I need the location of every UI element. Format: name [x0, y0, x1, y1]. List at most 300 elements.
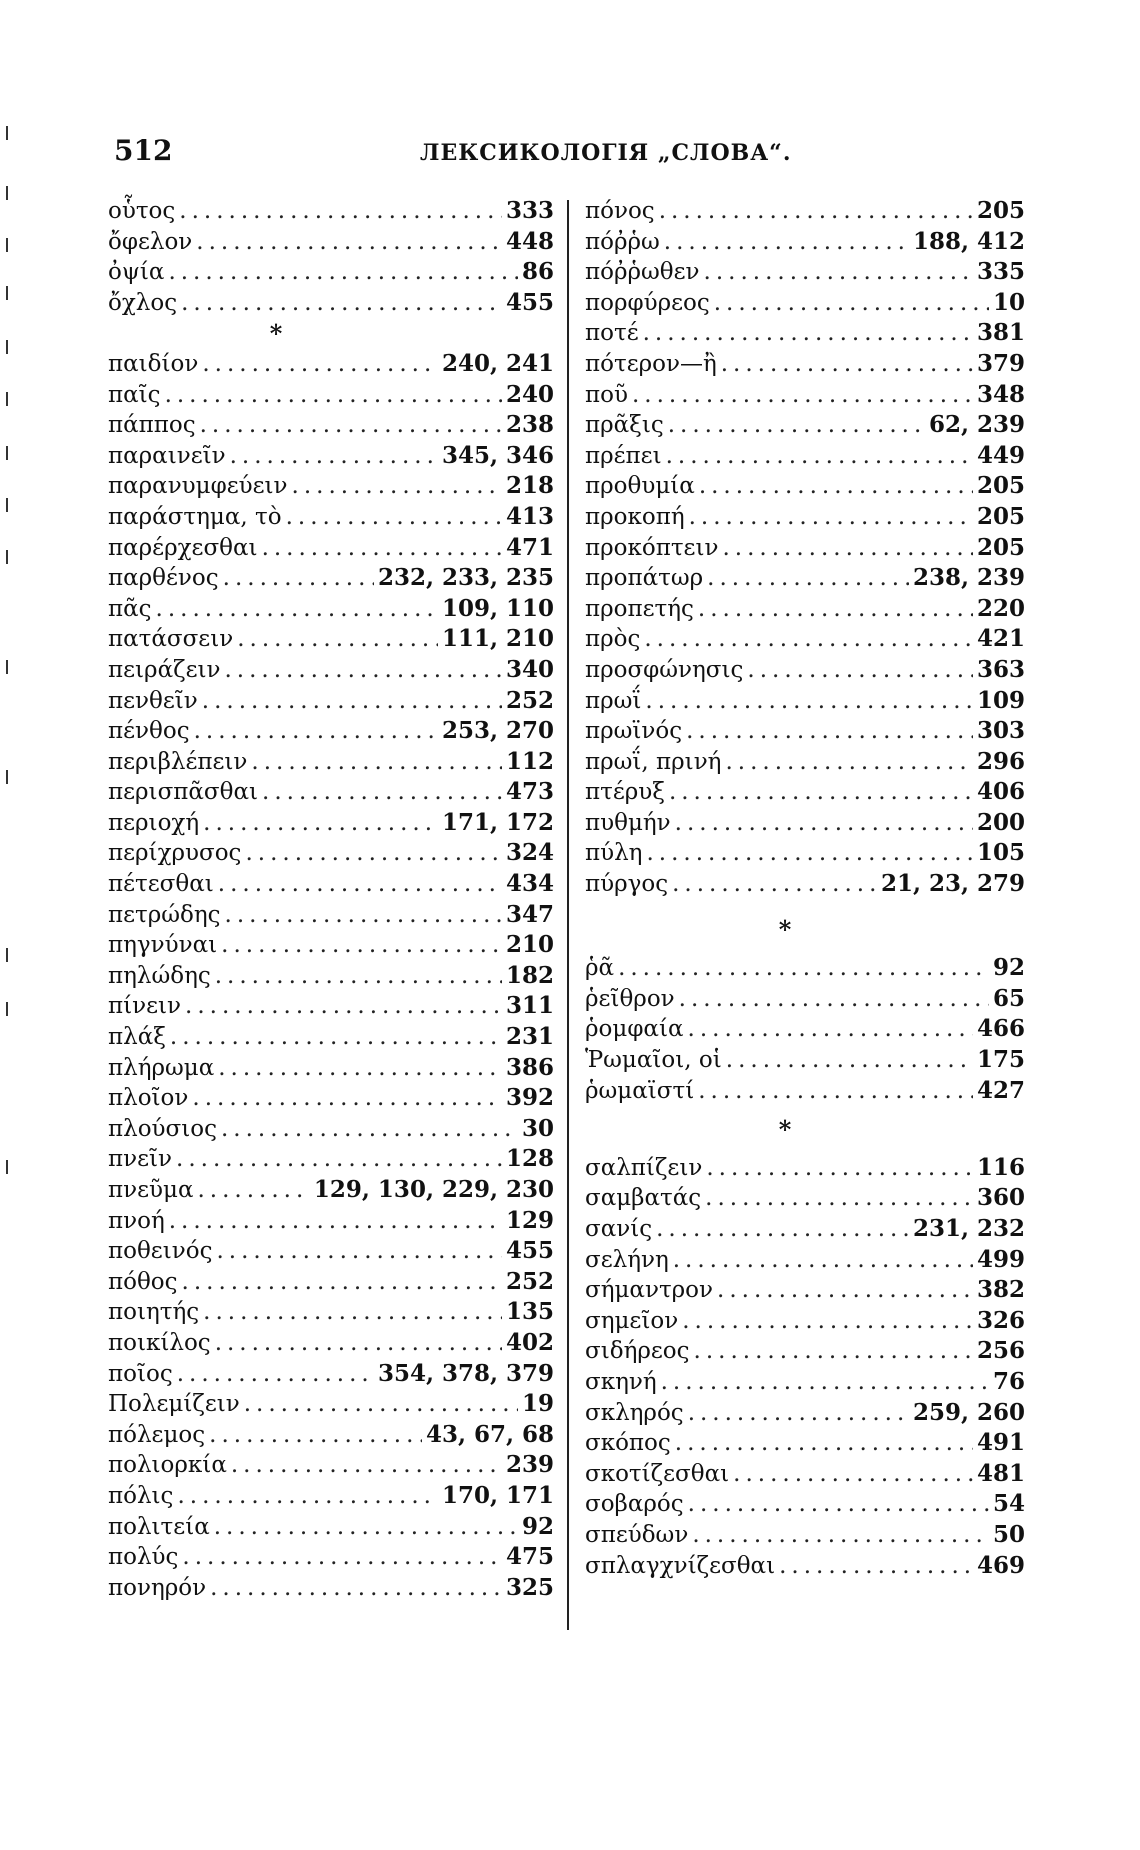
- entry-pages: 406: [976, 778, 1025, 806]
- entry-term: ῥωμαϊστί: [585, 1077, 695, 1104]
- entry-term: σανίς: [585, 1216, 653, 1242]
- index-entry: [585, 1183, 1025, 1214]
- leader-dots: [686, 716, 973, 747]
- entry-pages: 335: [976, 258, 1025, 286]
- entry-pages: 324: [505, 839, 554, 867]
- entry-term: πλήρωμα: [108, 1054, 215, 1081]
- entry-pages: 455: [505, 1237, 554, 1265]
- leader-dots: [679, 984, 989, 1015]
- index-entry: [585, 1367, 1025, 1398]
- column-divider: [567, 200, 569, 1630]
- leader-dots: [682, 1306, 973, 1337]
- leader-dots: [218, 1053, 502, 1084]
- entry-term: πολιτεία: [108, 1513, 210, 1540]
- entry-pages: 382: [976, 1276, 1025, 1304]
- entry-term: πηλώδης: [108, 962, 211, 989]
- index-entry: [585, 288, 1025, 319]
- entry-term: περισπᾶσθαι: [108, 779, 259, 806]
- index-entry: [108, 1267, 554, 1298]
- entry-pages: 347: [505, 900, 554, 928]
- entry-term: πρωϊνός: [585, 718, 683, 745]
- entry-pages: 402: [505, 1328, 554, 1356]
- index-entry: [108, 502, 554, 533]
- entry-term: πᾶς: [108, 595, 152, 622]
- entry-pages: 231, 232: [912, 1215, 1025, 1242]
- entry-term: πένθος: [108, 718, 190, 745]
- entry-term: πυθμήν: [585, 809, 671, 836]
- leader-dots: [202, 686, 502, 717]
- entry-term: σκόπος: [585, 1430, 671, 1457]
- entry-term: προπάτωρ: [585, 565, 704, 592]
- index-entry: [585, 1045, 1025, 1076]
- index-entry: [585, 471, 1025, 502]
- entry-pages: 220: [976, 594, 1025, 622]
- entry-pages: 10: [992, 288, 1025, 316]
- index-entry: [585, 1214, 1025, 1245]
- entry-term: πρωΐ: [585, 687, 642, 714]
- leader-dots: [705, 1183, 973, 1214]
- index-entry: [585, 441, 1025, 472]
- entry-term: πρέπει: [585, 442, 662, 469]
- index-entry: [108, 624, 554, 655]
- index-entry: [108, 1450, 554, 1481]
- leader-dots: [704, 257, 973, 288]
- leader-dots: [245, 838, 502, 869]
- entry-term: πλοῖον: [108, 1085, 189, 1112]
- entry-term: Πολεμίζειν: [108, 1391, 240, 1418]
- leader-dots: [645, 686, 973, 717]
- entry-term: πετρώδης: [108, 901, 221, 928]
- index-entry: [108, 227, 554, 258]
- index-entry: [108, 380, 554, 411]
- index-entry: [108, 777, 554, 808]
- entry-term: πατάσσειν: [108, 626, 234, 653]
- entry-term: πλάξ: [108, 1024, 166, 1051]
- entry-pages: 240: [505, 380, 554, 408]
- entry-pages: 231: [505, 1023, 554, 1051]
- leader-dots: [200, 410, 502, 441]
- index-entry: [585, 1306, 1025, 1337]
- entry-pages: 188, 412: [912, 227, 1025, 255]
- leader-dots: [202, 349, 438, 380]
- entry-term: ῥᾶ: [585, 955, 615, 982]
- entry-pages: 128: [505, 1145, 554, 1173]
- entry-pages: 252: [505, 1267, 554, 1295]
- entry-pages: 240, 241: [441, 349, 554, 377]
- binding-edge-marks: [0, 0, 30, 1850]
- leader-dots: [706, 1153, 973, 1184]
- entry-term: πρωΐ, πρινή: [585, 748, 722, 775]
- entry-pages: 205: [976, 533, 1025, 561]
- index-entry: [108, 808, 554, 839]
- index-entry: [585, 410, 1025, 441]
- index-entry: [108, 196, 554, 227]
- entry-pages: 54: [992, 1490, 1025, 1518]
- index-entry: [585, 1520, 1025, 1551]
- leader-dots: [618, 953, 989, 984]
- entry-term: ὄχλος: [108, 289, 178, 316]
- index-entry: [108, 747, 554, 778]
- entry-pages: 86: [521, 258, 554, 286]
- entry-term: παράστημα, τὸ: [108, 503, 282, 530]
- leader-dots: [644, 624, 973, 655]
- leader-dots: [672, 869, 877, 900]
- entry-term: προσφώνησις: [585, 656, 744, 683]
- leader-dots: [231, 1450, 502, 1481]
- leader-dots: [721, 349, 973, 380]
- page-number: 512: [114, 134, 173, 167]
- leader-dots: [726, 1045, 973, 1076]
- index-entry: [108, 838, 554, 869]
- index-entry: [585, 563, 1025, 594]
- index-entry: [108, 1481, 554, 1512]
- index-entry: [108, 471, 554, 502]
- entry-pages: 340: [505, 655, 554, 683]
- index-entry: [585, 1076, 1025, 1107]
- leader-dots: [292, 471, 502, 502]
- index-entry: [585, 747, 1025, 778]
- entry-term: πάππος: [108, 412, 196, 439]
- leader-dots: [688, 1398, 909, 1429]
- leader-dots: [203, 808, 438, 839]
- entry-term: σιδήρεος: [585, 1338, 690, 1365]
- index-entry: [108, 1053, 554, 1084]
- leader-dots: [673, 1245, 973, 1276]
- index-entry: [108, 1206, 554, 1237]
- leader-dots: [661, 1367, 989, 1398]
- leader-dots: [182, 1542, 502, 1573]
- entry-term: ποῖος: [108, 1360, 173, 1387]
- entry-pages: 175: [976, 1046, 1025, 1074]
- index-entry: [108, 349, 554, 380]
- entry-pages: 499: [976, 1245, 1025, 1273]
- index-entry: [585, 380, 1025, 411]
- leader-dots: [747, 655, 973, 686]
- entry-term: πρᾶξις: [585, 412, 664, 439]
- entry-pages: 105: [976, 839, 1025, 867]
- entry-pages: 135: [505, 1298, 554, 1326]
- section-separator-asterisk: *: [778, 1115, 792, 1145]
- entry-pages: 303: [976, 717, 1025, 745]
- leader-dots: [675, 1428, 973, 1459]
- entry-term: πονηρόν: [108, 1574, 207, 1601]
- entry-pages: 19: [521, 1390, 554, 1418]
- index-entry: [108, 563, 554, 594]
- entry-pages: 253, 270: [441, 717, 554, 745]
- entry-term: περιοχή: [108, 809, 200, 836]
- index-entry: [108, 1083, 554, 1114]
- entry-term: πόλεμος: [108, 1421, 206, 1448]
- entry-term: πενθεῖν: [108, 687, 198, 714]
- leader-dots: [177, 1359, 374, 1390]
- leader-dots: [182, 1267, 502, 1298]
- entry-term: ὀψία: [108, 259, 165, 286]
- entry-pages: 469: [976, 1551, 1025, 1579]
- leader-dots: [698, 594, 973, 625]
- entry-term: πτέρυξ: [585, 779, 665, 806]
- leader-dots: [668, 410, 925, 441]
- entry-term: προθυμία: [585, 473, 695, 500]
- leader-dots: [666, 441, 973, 472]
- section-separator-asterisk: *: [269, 319, 283, 349]
- index-entry: [108, 655, 554, 686]
- running-title: ЛЕКСИКОЛОГІЯ „СЛОВА“.: [420, 140, 792, 166]
- index-entry: [108, 991, 554, 1022]
- entry-pages: 238: [505, 411, 554, 439]
- entry-pages: 30: [521, 1114, 554, 1142]
- entry-term: σαμβατάς: [585, 1185, 702, 1212]
- entry-pages: 218: [505, 472, 554, 500]
- index-entry: [108, 869, 554, 900]
- entry-pages: 363: [976, 655, 1025, 683]
- entry-pages: 256: [976, 1337, 1025, 1365]
- index-entry: [108, 533, 554, 564]
- entry-pages: 21, 23, 279: [880, 870, 1025, 898]
- entry-term: πόῤῥω: [585, 228, 660, 255]
- entry-term: πέτεσθαι: [108, 871, 214, 898]
- entry-pages: 116: [976, 1153, 1025, 1181]
- leader-dots: [168, 257, 518, 288]
- leader-dots: [262, 777, 502, 808]
- index-entry: [108, 1359, 554, 1390]
- leader-dots: [224, 655, 502, 686]
- entry-term: περίχρυσος: [108, 840, 242, 867]
- leader-dots: [194, 716, 438, 747]
- entry-term: οὗτος: [108, 198, 176, 224]
- leader-dots: [688, 1014, 973, 1045]
- leader-dots: [659, 196, 973, 227]
- index-entry: [585, 594, 1025, 625]
- leader-dots: [215, 961, 502, 992]
- entry-pages: 171, 172: [441, 808, 554, 836]
- entry-pages: 111, 210: [441, 625, 554, 653]
- entry-term: σκληρός: [585, 1399, 684, 1426]
- entry-term: προπετής: [585, 595, 694, 622]
- leader-dots: [717, 1275, 973, 1306]
- entry-pages: 360: [976, 1184, 1025, 1212]
- entry-pages: 471: [505, 533, 554, 561]
- entry-pages: 232, 233, 235: [377, 564, 554, 592]
- entry-pages: 348: [976, 380, 1025, 408]
- entry-pages: 109: [976, 686, 1025, 714]
- entry-pages: 345, 346: [441, 441, 554, 469]
- entry-term: πότερον—ἢ: [585, 350, 717, 377]
- index-entry: [585, 1489, 1025, 1520]
- entry-pages: 92: [992, 954, 1025, 982]
- entry-pages: 182: [505, 961, 554, 989]
- index-entry: [108, 686, 554, 717]
- entry-pages: 427: [976, 1076, 1025, 1104]
- leader-dots: [225, 900, 502, 931]
- entry-term: σκοτίζεσθαι: [585, 1460, 730, 1487]
- entry-term: παραινεῖν: [108, 442, 226, 469]
- index-entry: [108, 716, 554, 747]
- leader-dots: [251, 747, 502, 778]
- index-entry: [108, 961, 554, 992]
- index-entry: [108, 1022, 554, 1053]
- index-entry: [585, 808, 1025, 839]
- entry-term: πρὸς: [585, 626, 641, 653]
- index-entry: [108, 1542, 554, 1573]
- leader-dots: [656, 1214, 909, 1245]
- index-entry: [108, 410, 554, 441]
- leader-dots: [699, 471, 973, 502]
- entry-term: πολιορκία: [108, 1452, 227, 1479]
- leader-dots: [632, 380, 973, 411]
- entry-pages: 238, 239: [912, 564, 1025, 592]
- entry-term: προκόπτειν: [585, 534, 719, 561]
- entry-pages: 386: [505, 1053, 554, 1081]
- leader-dots: [203, 1297, 502, 1328]
- index-entry: [585, 869, 1025, 900]
- entry-term: σημεῖον: [585, 1307, 679, 1334]
- index-entry: [585, 686, 1025, 717]
- entry-term: πορφύρεος: [585, 289, 710, 316]
- leader-dots: [688, 1489, 989, 1520]
- index-entry: [585, 257, 1025, 288]
- entry-pages: 455: [505, 288, 554, 316]
- entry-pages: 381: [976, 319, 1025, 347]
- entry-term: πνεῖν: [108, 1146, 173, 1173]
- index-entry: [585, 1459, 1025, 1490]
- index-entry: [108, 1389, 554, 1420]
- leader-dots: [196, 227, 502, 258]
- entry-pages: 129: [505, 1206, 554, 1234]
- entry-term: σκηνή: [585, 1368, 657, 1395]
- entry-pages: 92: [521, 1512, 554, 1540]
- entry-pages: 421: [976, 625, 1025, 653]
- index-entry: [108, 1297, 554, 1328]
- entry-pages: 205: [976, 472, 1025, 500]
- entry-pages: 210: [505, 931, 554, 959]
- leader-dots: [185, 991, 502, 1022]
- left-column: [108, 196, 554, 1603]
- index-entry: [585, 1014, 1025, 1045]
- entry-term: πηγνύναι: [108, 932, 218, 959]
- leader-dots: [725, 747, 973, 778]
- leader-dots: [176, 1144, 502, 1175]
- leader-dots: [209, 1420, 422, 1451]
- index-entry: [585, 716, 1025, 747]
- entry-pages: 109, 110: [441, 594, 554, 622]
- index-entry: [108, 1573, 554, 1604]
- index-entry: [585, 655, 1025, 686]
- leader-dots: [165, 380, 502, 411]
- entry-pages: 62, 239: [928, 411, 1025, 439]
- entry-term: πλούσιος: [108, 1115, 217, 1142]
- entry-pages: 466: [976, 1015, 1025, 1043]
- index-entry: [585, 196, 1025, 227]
- entry-term: ῥεῖθρον: [585, 985, 675, 1012]
- entry-pages: 392: [505, 1084, 554, 1112]
- index-entry: [108, 1328, 554, 1359]
- entry-pages: 170, 171: [441, 1481, 554, 1509]
- entry-term: παρέρχεσθαι: [108, 534, 258, 561]
- index-entry: [585, 1275, 1025, 1306]
- leader-dots: [210, 1573, 502, 1604]
- leader-dots: [237, 624, 438, 655]
- entry-term: πόνος: [585, 198, 655, 224]
- entry-pages: 239: [505, 1451, 554, 1479]
- index-entry: [585, 624, 1025, 655]
- index-entry: [585, 502, 1025, 533]
- entry-term: πνεῦμα: [108, 1177, 194, 1203]
- leader-dots: [156, 594, 438, 625]
- entry-pages: 481: [976, 1459, 1025, 1487]
- index-entry: [585, 953, 1025, 984]
- entry-pages: 205: [976, 197, 1025, 224]
- leader-dots: [179, 196, 502, 227]
- entry-pages: 434: [505, 870, 554, 898]
- entry-term: πόλις: [108, 1482, 174, 1509]
- leader-dots: [262, 533, 502, 564]
- entry-term: πύλη: [585, 840, 643, 867]
- leader-dots: [779, 1551, 973, 1582]
- entry-term: πόῤῥωθεν: [585, 259, 700, 286]
- entry-pages: 475: [505, 1543, 554, 1571]
- leader-dots: [218, 869, 502, 900]
- entry-term: παρανυμφεύειν: [108, 473, 288, 500]
- entry-pages: 65: [992, 984, 1025, 1012]
- entry-term: ποῦ: [585, 381, 628, 408]
- entry-term: πνοή: [108, 1207, 165, 1234]
- leader-dots: [216, 1236, 502, 1267]
- entry-pages: 413: [505, 502, 554, 530]
- leader-dots: [692, 1520, 989, 1551]
- leader-dots: [664, 227, 909, 258]
- entry-pages: 129, 130, 229, 230: [313, 1176, 554, 1203]
- entry-term: πύργος: [585, 871, 669, 898]
- index-entry: [585, 227, 1025, 258]
- index-entry: [585, 777, 1025, 808]
- entry-pages: 311: [505, 992, 554, 1020]
- leader-dots: [221, 1114, 518, 1145]
- index-entry: [108, 1144, 554, 1175]
- entry-pages: 200: [976, 808, 1025, 836]
- leader-dots: [707, 563, 909, 594]
- leader-dots: [215, 1328, 502, 1359]
- entry-term: ποθεινός: [108, 1238, 213, 1265]
- leader-dots: [694, 1336, 973, 1367]
- entry-pages: 449: [976, 441, 1025, 469]
- entry-term: ποιητής: [108, 1299, 200, 1326]
- leader-dots: [177, 1481, 438, 1512]
- entry-pages: 491: [976, 1429, 1025, 1457]
- entry-pages: 50: [992, 1520, 1025, 1548]
- entry-term: σπλαγχνίζεσθαι: [585, 1552, 776, 1579]
- entry-pages: 448: [505, 227, 554, 255]
- entry-term: πολύς: [108, 1544, 179, 1571]
- right-column: [585, 196, 1025, 1581]
- entry-pages: 205: [976, 502, 1025, 530]
- entry-term: πίνειν: [108, 993, 182, 1020]
- index-entry: [108, 1420, 554, 1451]
- leader-dots: [169, 1206, 502, 1237]
- entry-pages: 379: [976, 349, 1025, 377]
- index-entry: [585, 984, 1025, 1015]
- index-entry: [585, 1336, 1025, 1367]
- entry-term: ποικίλος: [108, 1329, 211, 1356]
- index-entry: [108, 1175, 554, 1206]
- entry-pages: 296: [976, 747, 1025, 775]
- index-entry: [108, 930, 554, 961]
- entry-term: προκοπή: [585, 503, 685, 530]
- entry-term: σαλπίζειν: [585, 1154, 703, 1181]
- entry-pages: 76: [992, 1367, 1025, 1395]
- entry-term: παρθένος: [108, 565, 219, 592]
- entry-pages: 112: [505, 747, 554, 775]
- entry-term: σελήνη: [585, 1246, 669, 1273]
